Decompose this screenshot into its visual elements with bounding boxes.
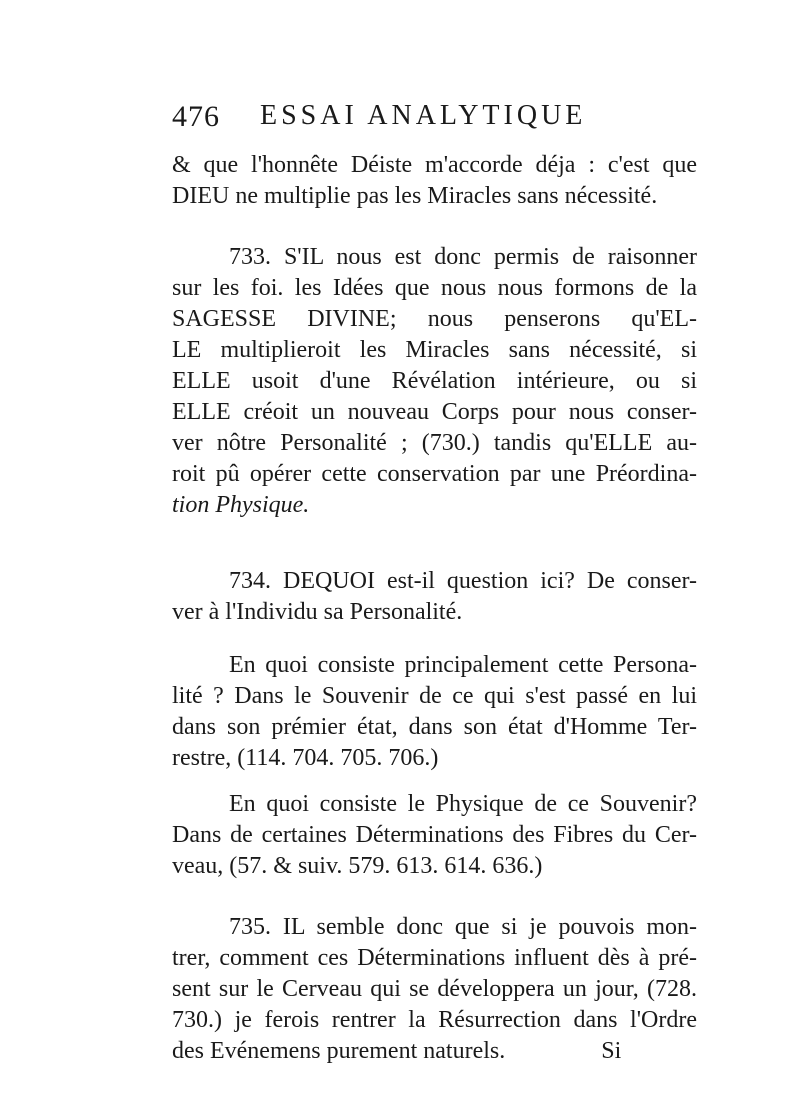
text-line: ver à l'Individu sa Personalité. bbox=[172, 599, 463, 625]
paragraph-personalite bbox=[172, 650, 697, 774]
text-line: 735. IL semble donc que si je pouvois mon- bbox=[229, 914, 697, 940]
text-line: En quoi consiste principalement cette Persona- bbox=[229, 652, 697, 678]
text-line: sur les foi. les Idées que nous nous formons de la bbox=[172, 275, 697, 301]
paragraph-physique bbox=[172, 789, 697, 882]
text-line: ELLE usoit d'une Révélation intérieure, ou si bbox=[172, 368, 697, 394]
text-line: SAGESSE DIVINE; nous penserons qu'EL- bbox=[172, 306, 697, 332]
text-line: lité ? Dans le Souvenir de ce qui s'est passé en lui bbox=[172, 683, 697, 709]
page-header bbox=[172, 100, 712, 140]
paragraph-continuation bbox=[172, 150, 697, 212]
text-line: restre, (114. 704. 705. 706.) bbox=[172, 745, 439, 771]
text-line: trer, comment ces Déterminations influent dès à pré- bbox=[172, 945, 697, 971]
text-line: LE multiplieroit les Miracles sans nécessité, si bbox=[172, 337, 697, 363]
body-text bbox=[172, 150, 697, 1067]
text-line: veau, (57. & suiv. 579. 613. 614. 636.) bbox=[172, 853, 543, 879]
paragraph-733 bbox=[172, 242, 697, 521]
text-line: sent sur le Cerveau qui se développera un jour, (728. bbox=[172, 976, 697, 1002]
page-number: 476 bbox=[172, 100, 220, 133]
running-title: ESSAI ANALYTIQUE bbox=[260, 100, 587, 131]
text-line: 730.) je ferois rentrer la Résurrection dans l'Ordre bbox=[172, 1007, 697, 1033]
text-line: tion Physique. bbox=[172, 492, 310, 518]
text-line: dans son prémier état, dans son état d'Homme Ter- bbox=[172, 714, 697, 740]
text-line: & que l'honnête Déiste m'accorde déja : c'est que bbox=[172, 152, 697, 178]
text-line: 733. S'IL nous est donc permis de raisonner bbox=[229, 244, 697, 270]
paragraph-735 bbox=[172, 912, 697, 1067]
text-line: ELLE créoit un nouveau Corps pour nous conser- bbox=[172, 399, 697, 425]
text-line: Dans de certaines Déterminations des Fibres du Cer- bbox=[172, 822, 697, 848]
paragraph-734 bbox=[172, 566, 697, 628]
text-line: DIEU ne multiplie pas les Miracles sans nécessité. bbox=[172, 183, 658, 209]
text-line: roit pû opérer cette conservation par une Préordina- bbox=[172, 461, 697, 487]
text-line: des Evénemens purement naturels. Si bbox=[172, 1038, 622, 1064]
text-line: 734. DEQUOI est-il question ici? De conser- bbox=[229, 568, 697, 594]
text-line: ver nôtre Personalité ; (730.) tandis qu'ELLE au- bbox=[172, 430, 697, 456]
text-line: En quoi consiste le Physique de ce Souvenir? bbox=[229, 791, 697, 817]
